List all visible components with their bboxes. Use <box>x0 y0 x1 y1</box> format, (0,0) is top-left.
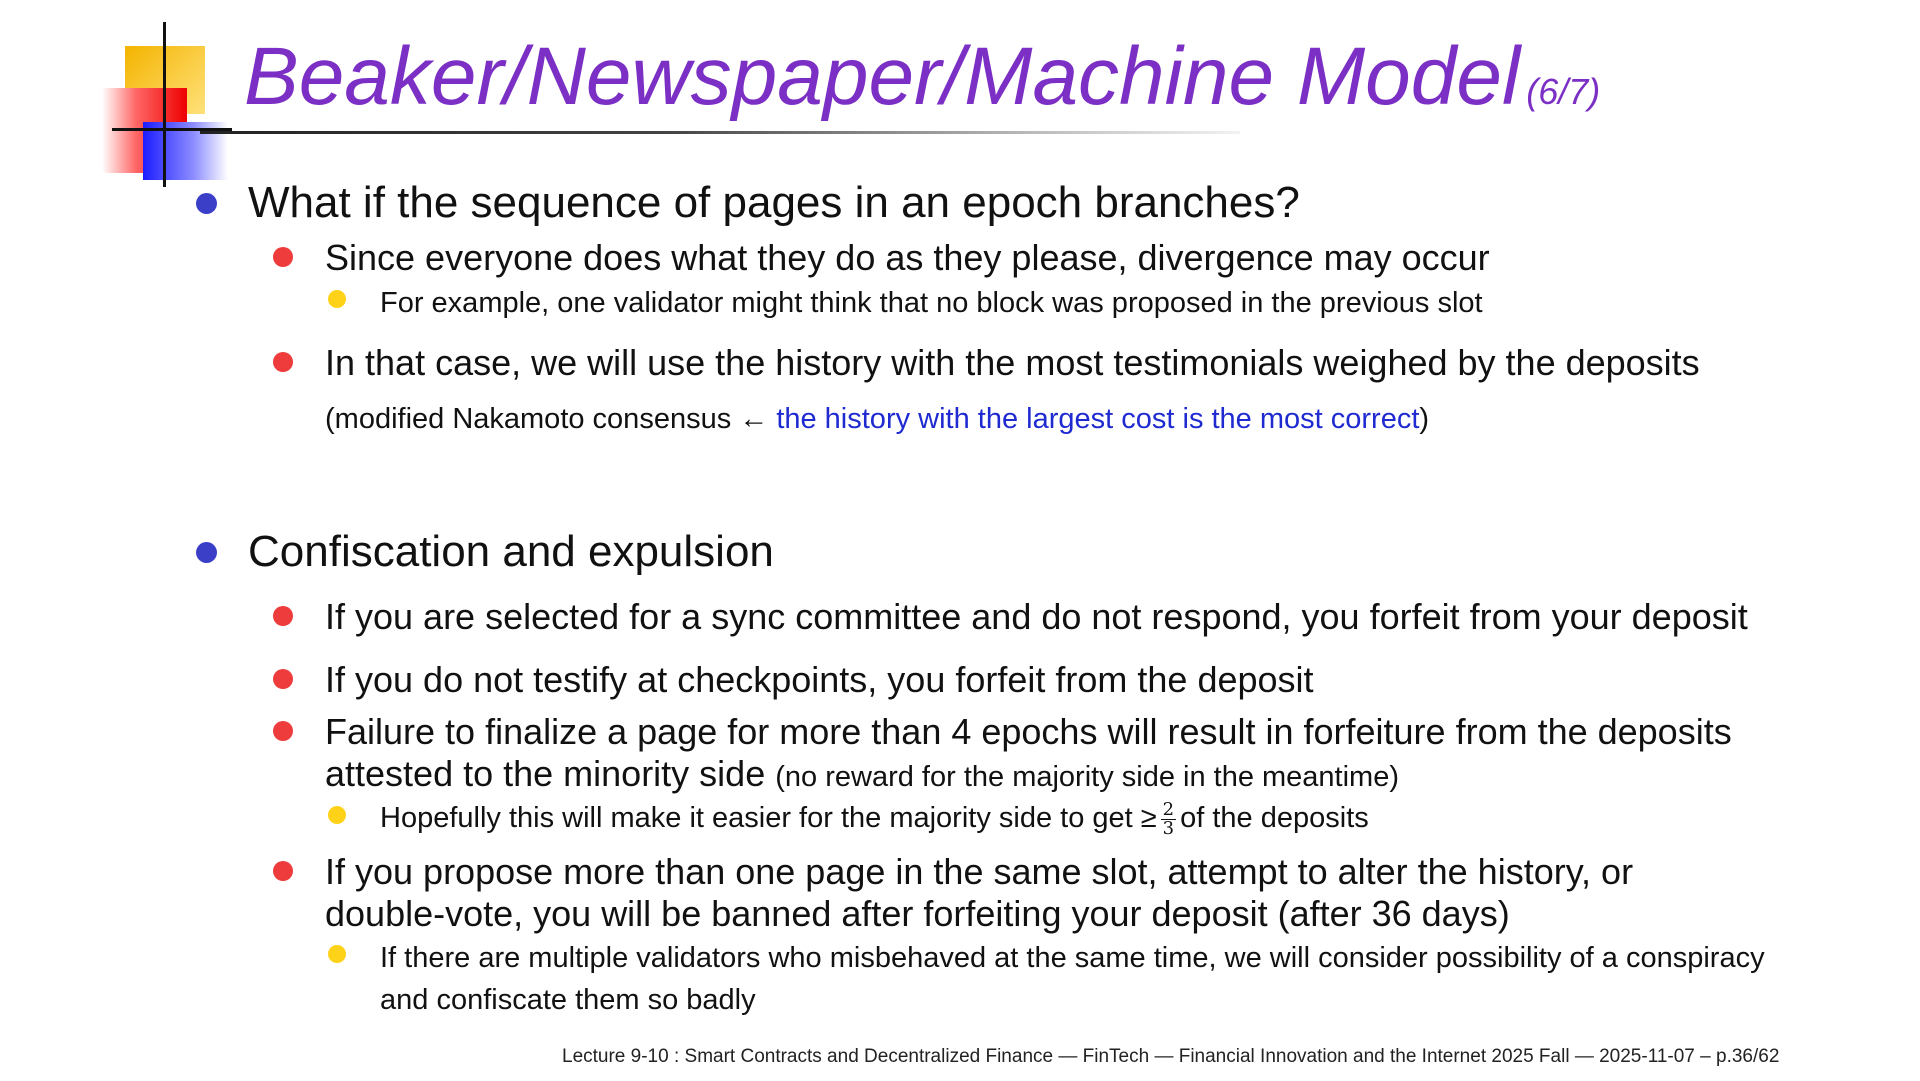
level2-bullet <box>273 606 293 626</box>
finalize-note: (no reward for the majority side in the meantime) <box>775 761 1400 793</box>
bullet-conspiracy-line1: If there are multiple validators who misbehaved at the same time, we will consider possibility of a conspiracy <box>380 942 1765 974</box>
consensus-note <box>325 401 1429 437</box>
bullet-example: For example, one validator might think that no block was proposed in the previous slot <box>380 287 1483 319</box>
bullet-checkpoints: If you do not testify at checkpoints, you forfeit from the deposit <box>325 659 1314 700</box>
level2-bullet <box>273 247 293 267</box>
consensus-note-prefix: (modified Nakamoto consensus ← <box>325 403 777 435</box>
bullet-confiscation: Confiscation and expulsion <box>248 527 774 576</box>
bullet-finalize-line2 <box>325 753 1399 795</box>
consensus-note-suffix: ) <box>1419 403 1430 435</box>
level2-bullet <box>273 352 293 372</box>
level2-bullet <box>273 721 293 741</box>
level3-bullet <box>328 945 346 963</box>
bullet-hopefully <box>380 800 1369 838</box>
bullet-conspiracy-line2: and confiscate them so badly <box>380 984 756 1016</box>
slide-title <box>244 22 1600 147</box>
level1-bullet <box>196 542 217 563</box>
fraction-denominator: 3 <box>1162 817 1175 839</box>
consensus-note-highlight: the history with the largest cost is the most correct <box>776 403 1420 435</box>
level1-bullet <box>196 193 217 214</box>
bullet-history: In that case, we will use the history with the most testimonials weighed by the deposits <box>325 342 1700 383</box>
bullet-propose-line2: double-vote, you will be banned after forfeiting your deposit (after 36 days) <box>325 893 1510 934</box>
slide-title-suffix: (6/7) <box>1526 71 1601 112</box>
title-divider <box>200 131 1240 134</box>
bullet-sync-committee: If you are selected for a sync committee and do not respond, you forfeit from your deposit <box>325 596 1748 637</box>
level3-bullet <box>328 806 346 824</box>
level2-bullet <box>273 669 293 689</box>
bullet-propose-line1: If you propose more than one page in the same slot, attempt to alter the history, or <box>325 851 1634 892</box>
bullet-finalize-line1: Failure to finalize a page for more than 4 epochs will result in forfeiture from the deposits <box>325 711 1732 752</box>
finalize-line2-text: attested to the minority side <box>325 753 766 794</box>
slide-footer: Lecture 9-10 : Smart Contracts and Decentralized Finance — FinTech — Financial Innovation and the Internet 2025 Fall — 2025-11-07 – p.36/62 <box>562 1046 1780 1067</box>
bullet-divergence: Since everyone does what they do as they please, divergence may occur <box>325 237 1490 278</box>
fraction-two-thirds <box>1161 798 1176 839</box>
fraction-numerator: 2 <box>1162 798 1175 820</box>
hopefully-prefix: Hopefully this will make it easier for the majority side to get ≥ <box>380 802 1157 834</box>
slide-title-text: Beaker/Newspaper/Machine Model <box>244 31 1521 122</box>
hopefully-suffix: of the deposits <box>1180 802 1369 834</box>
level2-bullet <box>273 861 293 881</box>
logo-vertical-line <box>163 22 166 187</box>
bullet-branch: What if the sequence of pages in an epoch branches? <box>248 178 1300 227</box>
level3-bullet <box>328 290 346 308</box>
slide-logo <box>100 22 235 187</box>
